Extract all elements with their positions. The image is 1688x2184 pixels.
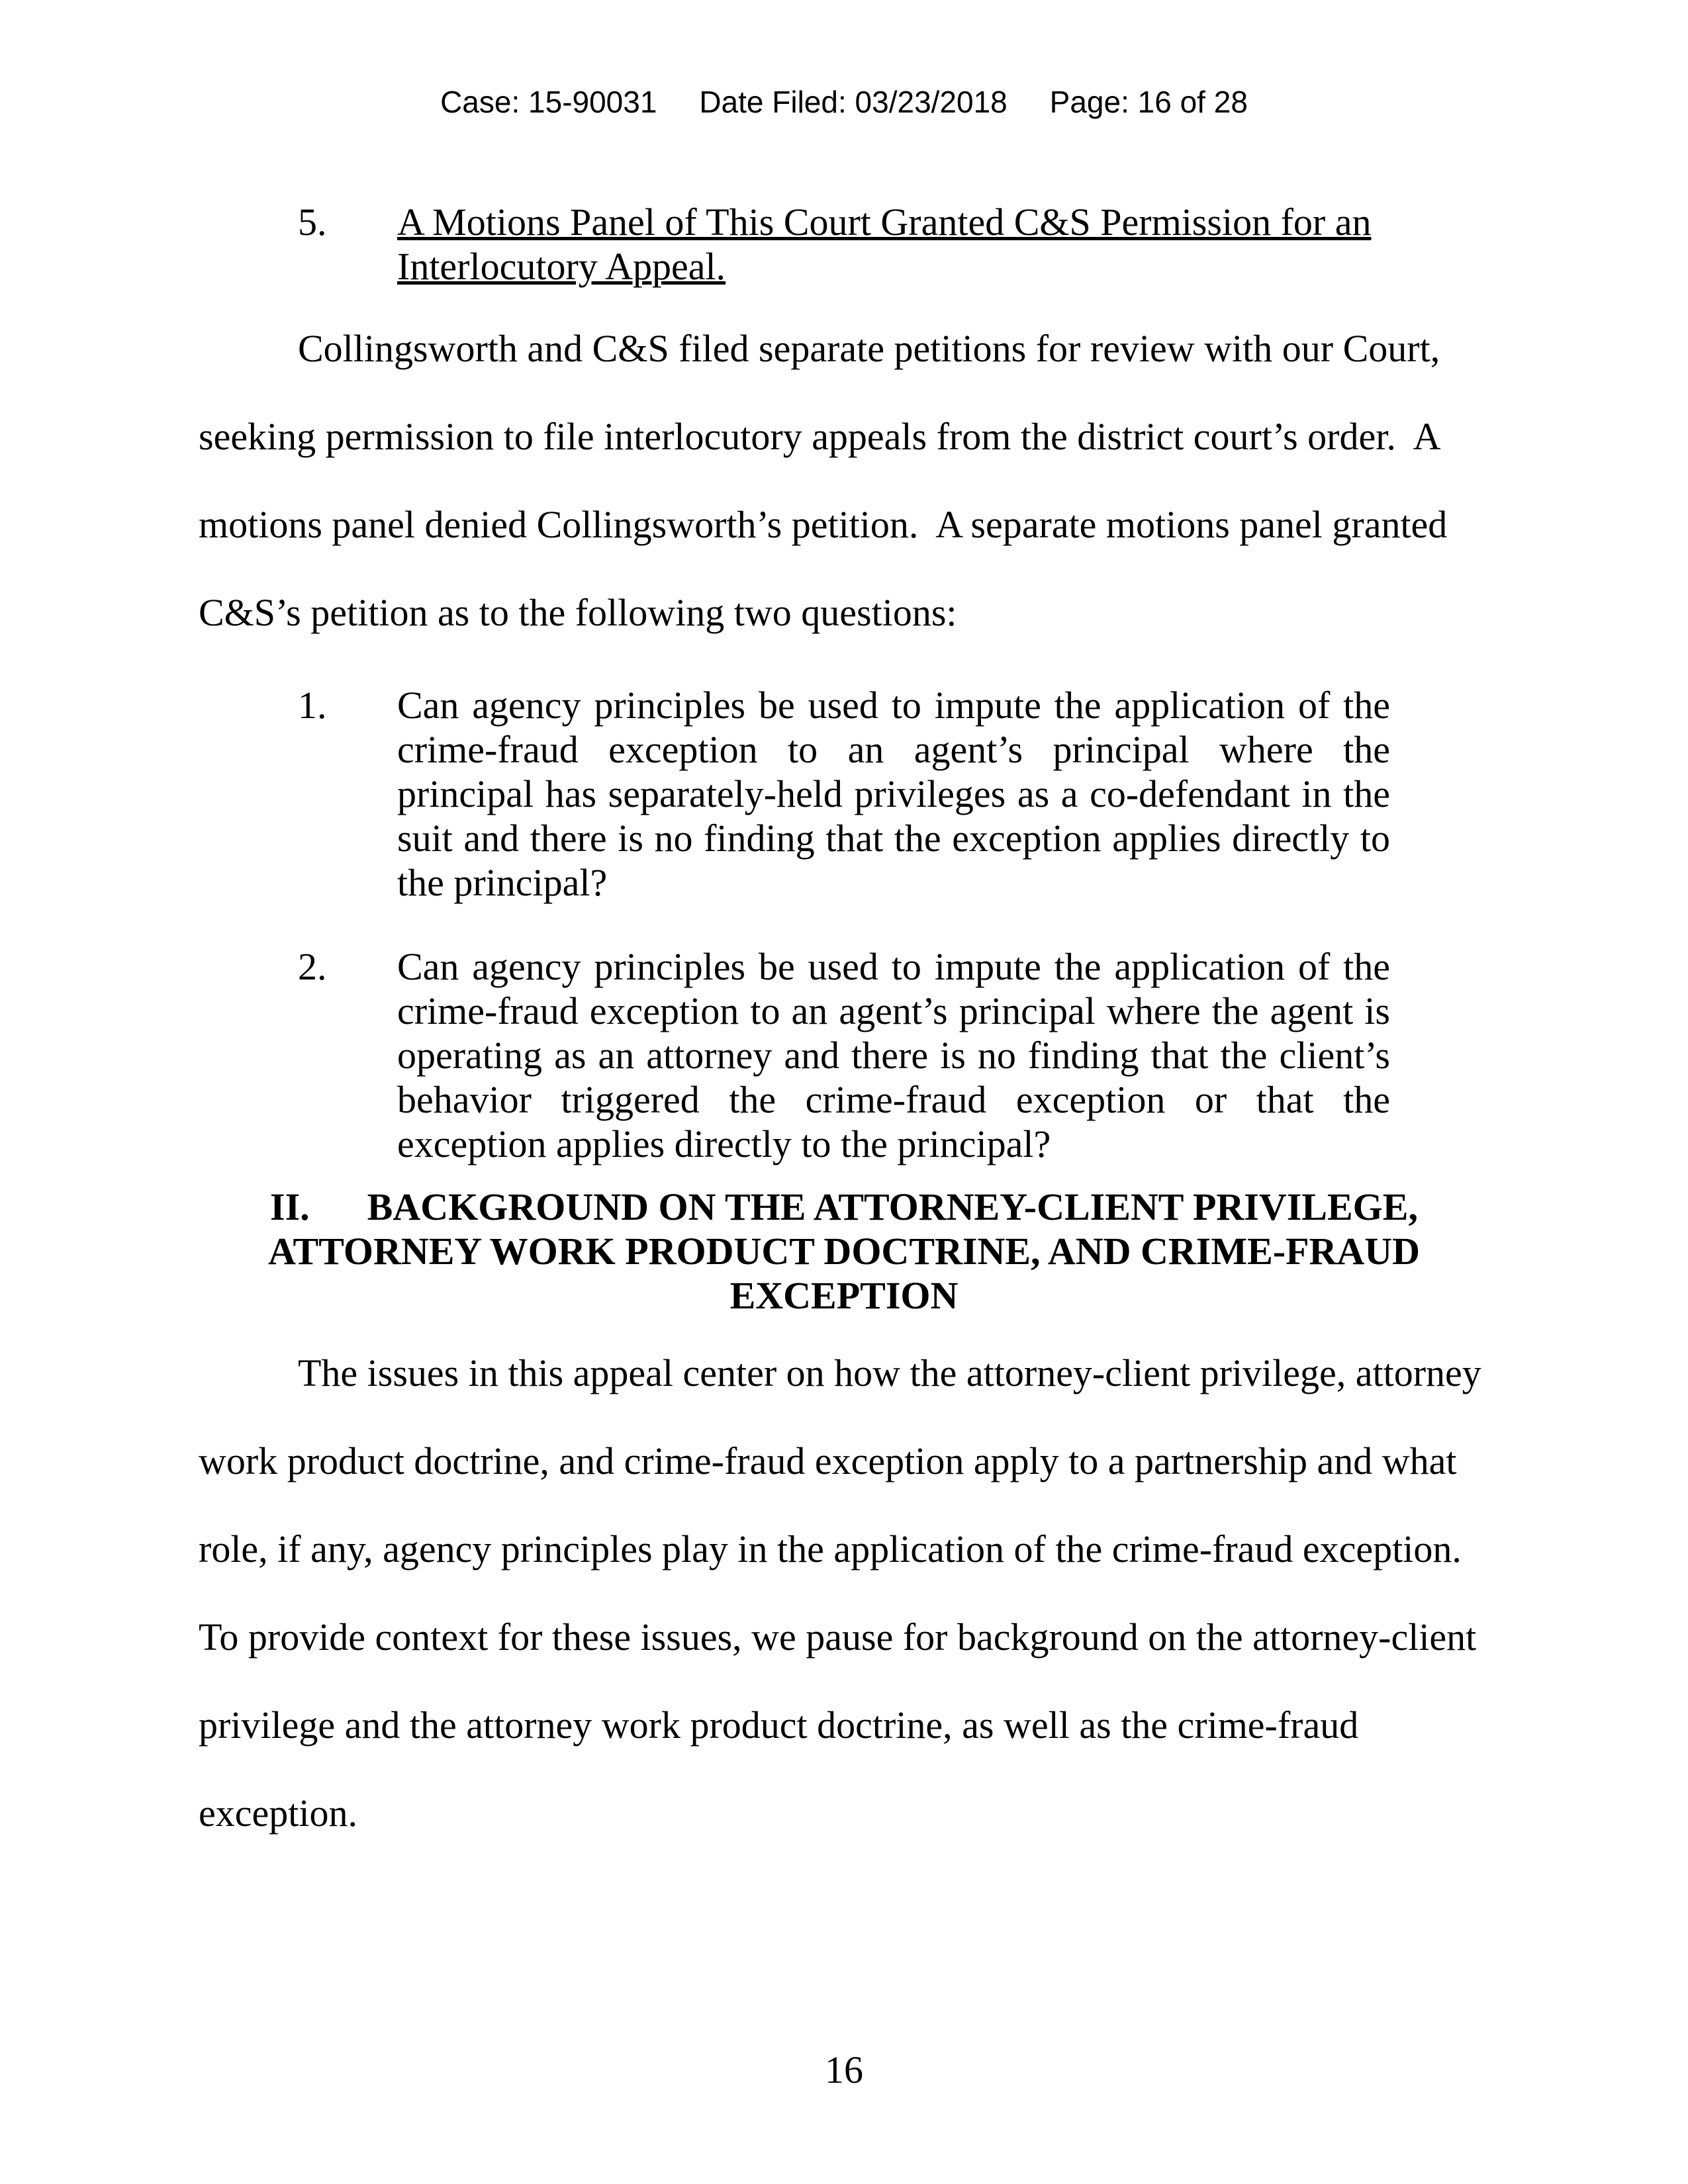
- page-content: [199, 200, 1489, 1857]
- heading-line: A Motions Panel of This Court Granted C&S Permission for an: [397, 201, 1372, 244]
- paragraph-line: exception.: [199, 1792, 357, 1835]
- list-item-line: Can agency principles be used to impute the application of the: [397, 684, 1390, 727]
- heading-number: 5.: [298, 201, 327, 244]
- list-item-line: crime-fraud exception to an agent’s principal where the agent is: [397, 989, 1390, 1032]
- paragraph-2: [199, 1329, 1489, 1857]
- list-item-line: behavior triggered the crime-fraud exception or that the: [397, 1078, 1390, 1121]
- list-item-number: 2.: [298, 945, 327, 988]
- paragraph-line: role, if any, agency principles play in the application of the crime-fraud exception.: [199, 1527, 1462, 1570]
- list-item-line: the principal?: [397, 861, 608, 904]
- paragraph-line: seeking permission to file interlocutory appeals from the district court’s order. A: [199, 415, 1441, 458]
- paragraph-line: privilege and the attorney work product doctrine, as well as the crime-fraud: [199, 1704, 1359, 1747]
- certified-question-1: [199, 683, 1390, 905]
- list-item-line: exception applies directly to the principal?: [397, 1122, 1051, 1165]
- list-item-line: Can agency principles be used to impute the application of the: [397, 945, 1390, 988]
- court-filing-header: Case: 15-90031 Date Filed: 03/23/2018 Page: 16 of 28: [440, 85, 1248, 119]
- heading-line: Interlocutory Appeal.: [397, 245, 726, 288]
- paragraph-line: Collingsworth and C&S filed separate petitions for review with our Court,: [298, 327, 1440, 370]
- list-item-line: crime-fraud exception to an agent’s principal where the: [397, 728, 1390, 771]
- paragraph-line: work product doctrine, and crime-fraud exception apply to a partnership and what: [199, 1439, 1457, 1482]
- list-item-line: operating as an attorney and there is no finding that the client’s: [397, 1034, 1390, 1077]
- page-number: 16: [825, 2048, 863, 2091]
- section-heading-ii: [199, 1185, 1489, 1318]
- certified-question-2: [199, 944, 1390, 1166]
- paragraph-line: To provide context for these issues, we pause for background on the attorney-client: [199, 1615, 1477, 1659]
- list-item-line: principal has separately-held privileges as a co-defendant in the: [397, 772, 1390, 815]
- heading-line: ATTORNEY WORK PRODUCT DOCTRINE, AND CRIME-FRAUD: [267, 1230, 1421, 1273]
- paragraph-line: motions panel denied Collingsworth’s petition. A separate motions panel granted: [199, 503, 1448, 546]
- list-item-number: 1.: [298, 684, 327, 727]
- heading-line: II. BACKGROUND ON THE ATTORNEY-CLIENT PRIVILEGE,: [270, 1185, 1418, 1228]
- paragraph-line: The issues in this appeal center on how the attorney-client privilege, attorney: [298, 1351, 1481, 1394]
- heading-line: EXCEPTION: [729, 1274, 959, 1317]
- section-heading-5: [199, 200, 1489, 289]
- paragraph-1: [199, 304, 1489, 657]
- list-item-line: suit and there is no finding that the exception applies directly to: [397, 817, 1390, 860]
- paragraph-line: C&S’s petition as to the following two questions:: [199, 591, 957, 634]
